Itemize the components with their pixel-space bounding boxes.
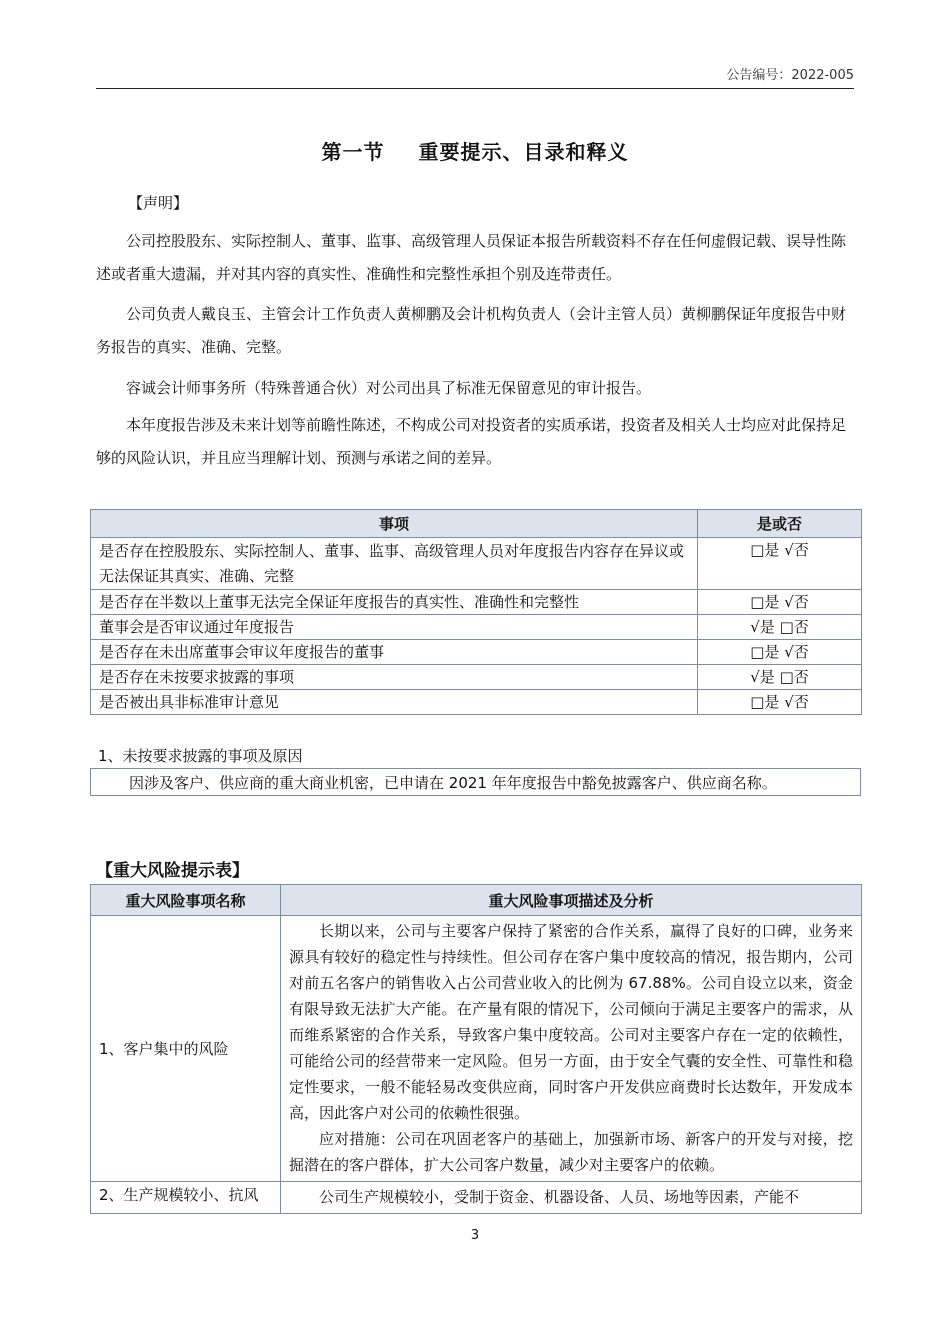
matter-answer: □是 √否 [698, 538, 862, 590]
matter-answer: √是 □否 [698, 615, 862, 640]
matter-answer: □是 √否 [698, 590, 862, 615]
undisclosed-label: 1、未按要求披露的事项及原因 [98, 747, 303, 765]
table-header-row [91, 885, 862, 916]
table-row [91, 538, 862, 590]
undisclosed-table [90, 768, 861, 796]
risk-paragraph: 长期以来，公司与主要客户保持了紧密的合作关系，赢得了良好的口碑，业务来源具有较好的稳定性与持续性。但公司存在客户集中度较高的情况，报告期内，公司对前五名客户的销售收入占公司营业收入的比例为 67.88%。公司自设立以来，资金有限导致无法扩大产能。在产量有限的情况下，公司倾向于满足主要客户的需求，从而维系紧密的合作关系，导致客户集中度较高。公司对主要客户存在一定的依赖性，可能给公司的经营带来一定风险。但另一方面，由于安全气囊的安全性、可靠性和稳定性要求，一般不能轻易改变供应商，同时客户开发供应商费时长达数年，开发成本高，因此客户对公司的依赖性很强。 [289, 922, 853, 1122]
table-row [91, 665, 862, 690]
page-header [96, 64, 854, 89]
risk-table-label: 【重大风险提示表】 [96, 861, 249, 881]
statement-paragraph: 本年度报告涉及未来计划等前瞻性陈述，不构成公司对投资者的实质承诺，投资者及相关人士均应对此保持足够的风险认识，并且应当理解计划、预测与承诺之间的差异。 [96, 416, 847, 467]
matter-item: 是否存在未按要求披露的事项 [91, 665, 698, 690]
undisclosed-reason: 因涉及客户、供应商的重大商业机密，已申请在 2021 年年度报告中豁免披露客户、供应商名称。 [91, 769, 861, 796]
matter-item: 董事会是否审议通过年度报告 [91, 615, 698, 640]
risk-paragraph: 应对措施：公司在巩固老客户的基础上，加强新市场、新客户的开发与对接，挖掘潜在的客户群体，扩大公司客户数量，减少对主要客户的依赖。 [289, 1130, 853, 1174]
matters-table [90, 509, 862, 715]
table-row [91, 916, 862, 1182]
table-row [91, 1182, 862, 1214]
column-header: 事项 [91, 510, 698, 538]
section-number: 第一节 [321, 140, 385, 164]
statement-paragraph: 公司负责人戴良玉、主管会计工作负责人黄柳鹏及会计机构负责人（会计主管人员）黄柳鹏保证年度报告中财务报告的真实、准确、完整。 [96, 305, 847, 356]
statement-label: 【声明】 [128, 194, 189, 212]
risk-description [281, 1182, 862, 1214]
announcement-number: 公告编号：2022-005 [726, 68, 854, 83]
matter-answer: √是 □否 [698, 665, 862, 690]
column-header: 重大风险事项名称 [91, 885, 281, 916]
matter-answer: □是 √否 [698, 690, 862, 715]
matter-answer: □是 √否 [698, 640, 862, 665]
matter-item: 是否被出具非标准审计意见 [91, 690, 698, 715]
matter-item: 是否存在未出席董事会审议年度报告的董事 [91, 640, 698, 665]
risk-name: 2、生产规模较小、抗风 [91, 1182, 281, 1214]
section-title [0, 136, 950, 165]
risk-table [90, 884, 862, 1214]
table-row [91, 640, 862, 665]
page-number: 3 [470, 1228, 480, 1243]
matter-item: 是否存在半数以上董事无法完全保证年度报告的真实性、准确性和完整性 [91, 590, 698, 615]
statement-paragraph: 容诚会计师事务所（特殊普通合伙）对公司出具了标准无保留意见的审计报告。 [126, 379, 652, 397]
risk-paragraph: 公司生产规模较小，受制于资金、机器设备、人员、场地等因素，产能不 [319, 1188, 800, 1206]
column-header: 是或否 [698, 510, 862, 538]
section-heading: 重要提示、目录和释义 [418, 140, 629, 164]
column-header: 重大风险事项描述及分析 [281, 885, 862, 916]
risk-description [281, 916, 862, 1182]
table-header-row [91, 510, 862, 538]
table-row [91, 769, 861, 796]
statement-paragraph: 公司控股股东、实际控制人、董事、监事、高级管理人员保证本报告所载资料不存在任何虚假记载、误导性陈述或者重大遗漏，并对其内容的真实性、准确性和完整性承担个别及连带责任。 [96, 232, 847, 283]
table-row [91, 615, 862, 640]
matter-item: 是否存在控股股东、实际控制人、董事、监事、高级管理人员对年度报告内容存在异议或无法保证其真实、准确、完整 [91, 538, 698, 590]
table-row [91, 590, 862, 615]
risk-name: 1、客户集中的风险 [91, 916, 281, 1182]
table-row [91, 690, 862, 715]
